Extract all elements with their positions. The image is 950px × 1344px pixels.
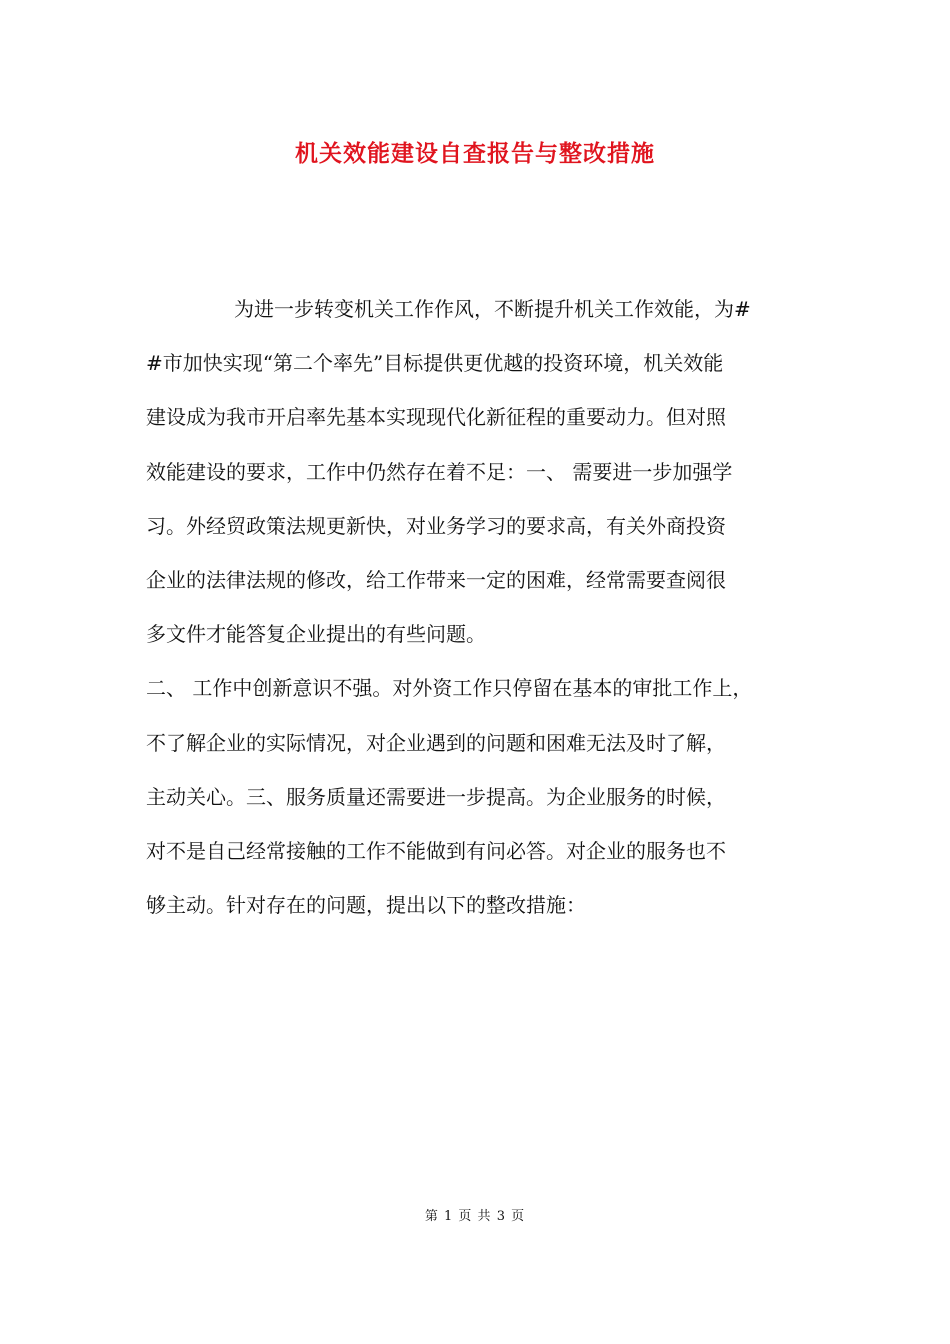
body-line: #市加快实现“第二个率先”目标提供更优越的投资环境，机关效能 [146, 351, 724, 376]
document-body [146, 282, 814, 932]
body-line: 够主动。针对存在的问题，提出以下的整改措施： [146, 893, 586, 918]
body-line: 对不是自己经常接触的工作不能做到有问必答。对企业的服务也不 [146, 838, 726, 863]
page-footer: 第 1 页 共 3 页 [424, 1209, 526, 1224]
body-line: 效能建设的要求，工作中仍然存在着不足：一、 需要进一步加强学 [146, 459, 733, 484]
body-line: 主动关心。三、服务质量还需要进一步提高。为企业服务的时候， [146, 784, 726, 809]
body-line: 多文件才能答复企业提出的有些问题。 [146, 622, 486, 647]
body-line: 建设成为我市开启率先基本实现现代化新征程的重要动力。但对照 [146, 405, 726, 430]
body-line: 企业的法律法规的修改，给工作带来一定的困难，经常需要查阅很 [146, 567, 726, 592]
body-line: 二、 工作中创新意识不强。对外资工作只停留在基本的审批工作上， [146, 676, 753, 701]
body-line: 不了解企业的实际情况，对企业遇到的问题和困难无法及时了解， [146, 730, 726, 755]
document-title: 机关效能建设自查报告与整改措施 [295, 140, 655, 167]
body-line: 为进一步转变机关工作作风，不断提升机关工作效能，为# [234, 297, 751, 321]
body-line: 习。外经贸政策法规更新快，对业务学习的要求高，有关外商投资 [146, 513, 726, 538]
